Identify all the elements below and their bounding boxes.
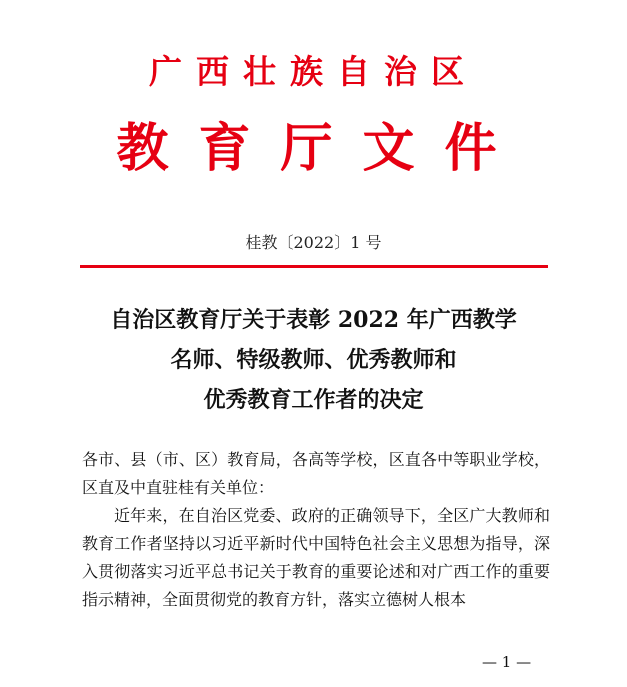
red-header-rule bbox=[80, 265, 548, 268]
document-title bbox=[0, 300, 627, 420]
document-number: 桂教〔2022〕1 号 bbox=[245, 233, 382, 252]
page-number: — 1 — bbox=[482, 653, 532, 671]
document-body bbox=[82, 446, 550, 614]
title-line-1: 自治区教育厅关于表彰 2022 年广西教学 bbox=[110, 307, 517, 333]
addressee-paragraph: 各市、县（市、区）教育局，各高等学校，区直各中等职业学校，区直及中直驻桂有关单位： bbox=[82, 450, 550, 497]
issuer-name-line2: 教育厅文件 bbox=[116, 118, 527, 179]
body-paragraph-1: 近年来，在自治区党委、政府的正确领导下，全区广大教师和教育工作者坚持以习近平新时代中国特色社会主义思想为指导，深入贯彻落实习近平总书记关于教育的重要论述和对广西工作的重要指示精神，全面贯彻党的教育方针，落实立德树人根本 bbox=[82, 506, 550, 609]
title-line-2: 名师、特级教师、优秀教师和 bbox=[170, 347, 457, 373]
issuer-name-line1: 广西壮族自治区 bbox=[149, 52, 478, 91]
title-line-3: 优秀教育工作者的决定 bbox=[203, 387, 424, 413]
